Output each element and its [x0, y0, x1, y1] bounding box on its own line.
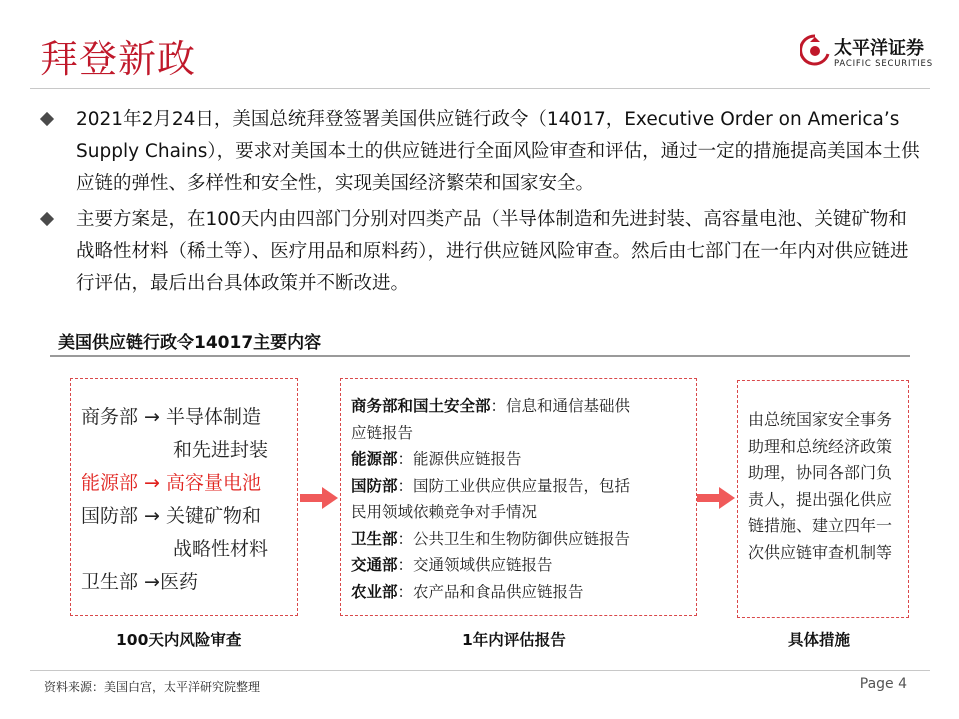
bullet-list	[40, 104, 920, 304]
box2-caption: 1年内评估报告	[462, 631, 566, 649]
dept-name: 能源部	[351, 450, 398, 468]
separator: ：	[397, 450, 414, 468]
page-number: Page 4	[859, 676, 907, 692]
logo-chinese-name: 太平洋证券	[834, 38, 924, 59]
box1-line: 国防部 → 关键矿物和	[81, 505, 261, 527]
source-note: 资料来源：美国白宫，太平洋研究院整理	[44, 680, 261, 694]
footer-divider	[30, 670, 930, 671]
review-box	[70, 378, 298, 616]
entry-text: 民用领域依赖竞争对手情况	[351, 503, 538, 521]
dept-name: 交通部	[351, 556, 398, 574]
box2-entry	[351, 393, 688, 420]
diamond-bullet-icon	[40, 212, 54, 226]
report-box	[340, 378, 697, 616]
entry-text: 信息和通信基础供	[506, 397, 631, 415]
box2-entry	[351, 420, 688, 447]
dept-name: 国防部	[351, 476, 398, 495]
bullet-text: 主要方案是，在100天内由四部门分别对四类产品（半导体制造和先进封装、高容量电池、关键矿物和战略性材料（稀土等）、医疗用品和原料药），进行供应链风险审查。然后由七部门在一年内对供应链进行评估，最后出台具体政策并不断改进。	[76, 209, 909, 294]
measures-text: 由总统国家安全事务助理和总统经济政策助理，协同各部门负责人，提出强化供应链措施、建立四年一次供应链审查机制等	[748, 410, 893, 562]
dept-name: 农业部	[351, 582, 398, 601]
right-arrow-icon	[300, 486, 340, 510]
box1-line: 和先进封装	[173, 439, 269, 461]
separator: ：	[397, 529, 414, 548]
bullet-item	[40, 104, 920, 200]
section-title: 美国供应链行政令14017主要内容	[58, 333, 322, 353]
header-divider	[30, 88, 930, 89]
box2-entry	[351, 552, 688, 579]
box2-entry	[351, 499, 688, 526]
separator: ：	[490, 397, 507, 415]
box2-entry	[351, 579, 688, 606]
box1-line-highlight: 能源部 → 高容量电池	[81, 472, 261, 494]
box1-line: 商务部 → 半导体制造	[81, 406, 261, 428]
entry-text: 农产品和食品供应链报告	[413, 582, 584, 601]
box1-caption: 100天内风险审查	[116, 631, 242, 649]
separator: ：	[397, 556, 414, 574]
box1-line: 战略性材料	[173, 538, 269, 560]
pacific-logo-icon	[800, 34, 830, 68]
right-arrow-icon	[697, 486, 737, 510]
bullet-text: 2021年2月24日，美国总统拜登签署美国供应链行政令（14017，Executive Order on America’s Supply Chains），要求对美国本土的供应链进行全面风险审查和评估，通过一定的措施提高美国本土供应链的弹性、多样性和安全性，实现美国经济繁荣和国家安全。	[76, 109, 920, 194]
dept-name: 商务部和国土安全部	[351, 397, 491, 415]
entry-text: 国防工业供应供应量报告，包括	[413, 476, 631, 495]
section-divider	[50, 355, 910, 357]
box2-entry	[351, 526, 688, 553]
entry-text: 应链报告	[351, 423, 414, 442]
box3-caption: 具体措施	[788, 631, 851, 649]
separator: ：	[397, 476, 414, 495]
entry-text: 能源供应链报告	[413, 450, 522, 468]
company-logo	[800, 34, 940, 74]
bullet-item	[40, 204, 920, 300]
entry-text: 公共卫生和生物防御供应链报告	[413, 529, 631, 548]
logo-english-name: PACIFIC SECURITIES	[834, 59, 933, 69]
diamond-bullet-icon	[40, 112, 54, 126]
page-title: 拜登新政	[40, 37, 197, 81]
dept-name: 卫生部	[351, 529, 398, 548]
measures-box	[737, 380, 909, 618]
entry-text: 交通领域供应链报告	[413, 556, 553, 574]
box2-entry	[351, 473, 688, 500]
box1-line: 卫生部 →医药	[81, 571, 198, 593]
box2-entry	[351, 446, 688, 473]
separator: ：	[397, 582, 414, 601]
